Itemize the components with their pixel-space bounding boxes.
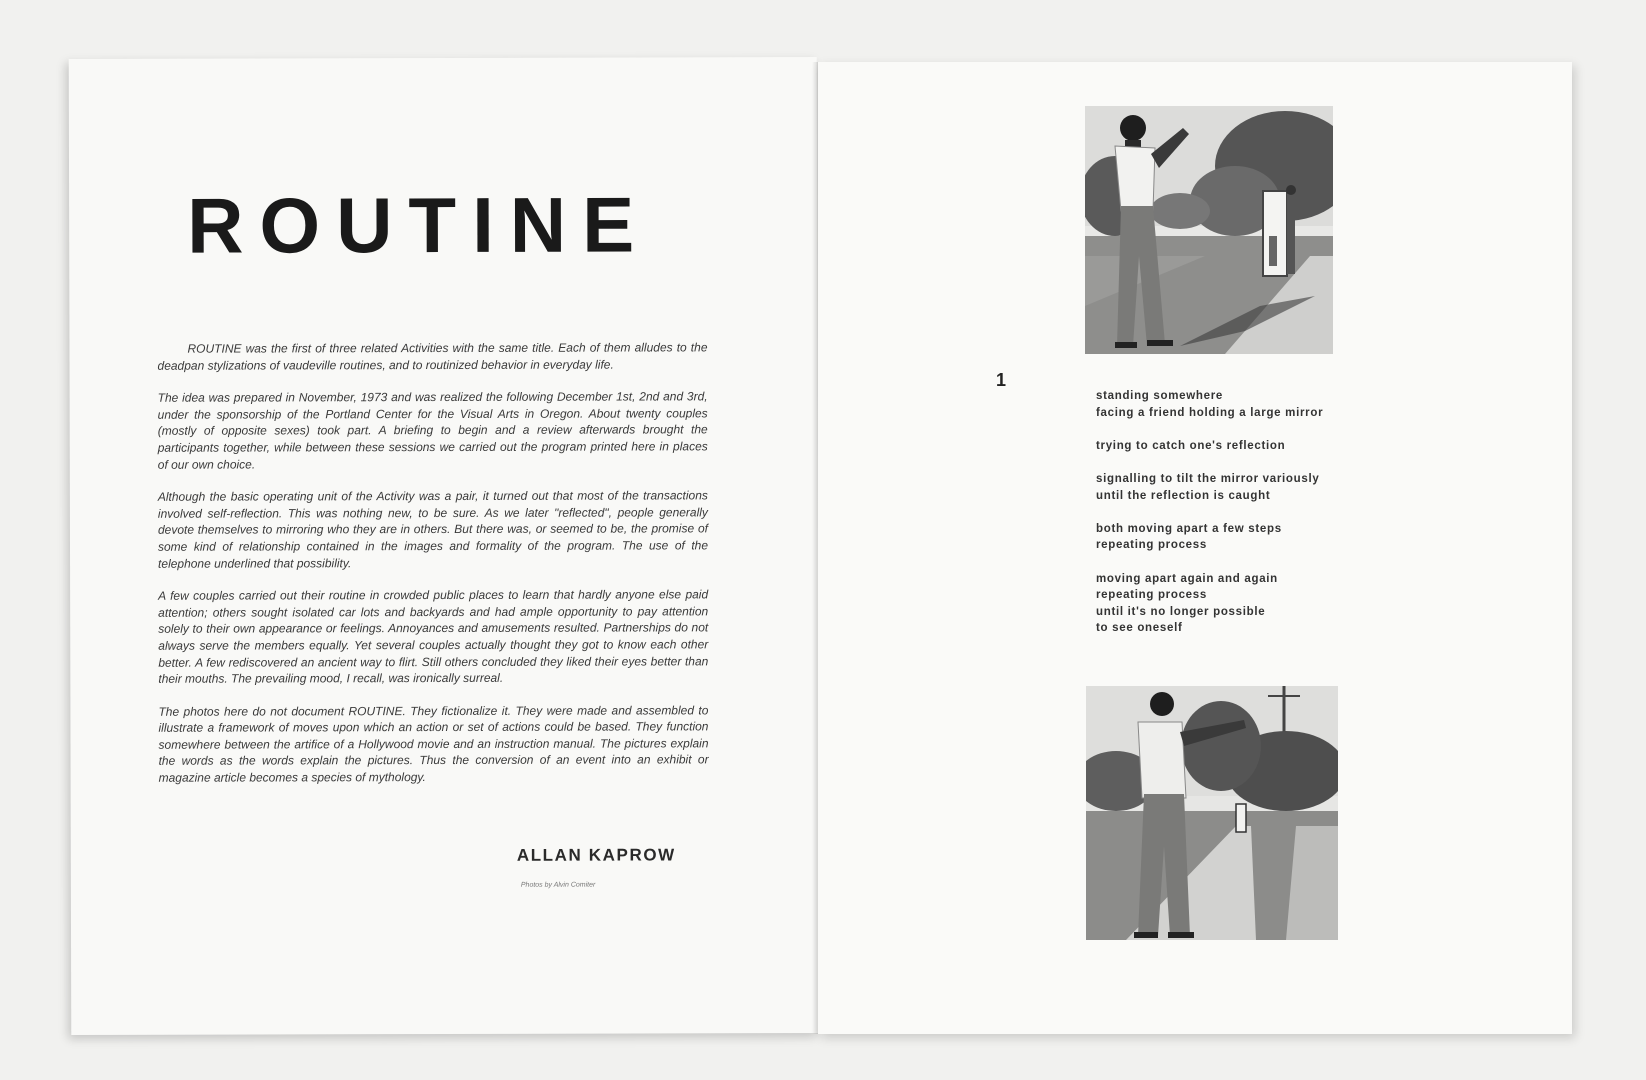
photo-mirror-close-image — [1085, 106, 1333, 354]
essay-text — [157, 339, 708, 802]
instruction-line: trying to catch one's reflection — [1096, 439, 1286, 452]
essay-paragraph-5: The photos here do not document ROUTINE. They fictionalize it. They were made and assembled to illustrate a framework of moves upon which an action or set of actions could be based. They function somewhere between the artifice of a Hollywood movie and an instruction manual. The pictures explain the words as the words explain the pictures. Thus the conversion of an event into an exhibit or magazine article becomes a species of mythology. — [158, 702, 709, 785]
instruction-line: both moving apart a few steps — [1096, 522, 1282, 535]
photo-credit: Photos by Alvin Comiter — [520, 881, 596, 889]
left-page — [69, 57, 820, 1035]
page-title: ROUTINE — [187, 180, 651, 270]
right-page — [818, 62, 1572, 1034]
instruction-line: repeating process — [1096, 589, 1207, 602]
instruction-line: to see oneself — [1096, 622, 1183, 635]
essay-paragraph-4: A few couples carried out their routine in crowded public places to learn that hardly anyone else paid attention; others sought isolated car lots and backyards and had ample opportunity to pay attention solely to their own appearance or feelings. Annoyances and amusements resulted. Partnerships do not always serve the members equally. Yet several couples actually thought they got to know each other better. A few rediscovered an ancient way to flirt. Still others concluded they liked their eyes better than their mouths. The prevailing mood, I recall, was ironically surreal. — [158, 587, 709, 686]
instruction-line: until the reflection is caught — [1096, 489, 1271, 502]
author-name: ALLAN KAPROW — [516, 845, 676, 865]
instruction-line: signalling to tilt the mirror variously — [1096, 472, 1320, 485]
essay-paragraph-2: The idea was prepared in November, 1973 and was realized the following December 1st, 2nd and 3rd, under the sponsorship of the Portland Center for the Visual Arts in Oregon. About twenty couples (mostly of opposite sexes) took part. A briefing to begin and a review afterwards brought the participants together, while between these sessions we carried out the program printed here in places of our own choice. — [157, 389, 708, 472]
photo-mirror-close — [1085, 106, 1333, 354]
instruction-line: moving apart again and again — [1096, 572, 1278, 585]
photo-mirror-far-image — [1086, 686, 1338, 940]
instruction-line: until it's no longer possible — [1096, 605, 1266, 618]
instruction-line: facing a friend holding a large mirror — [1096, 406, 1324, 419]
instruction-line: standing somewhere — [1096, 390, 1223, 402]
photo-mirror-far — [1086, 686, 1338, 940]
step-number: 1 — [996, 370, 1007, 390]
instruction-list — [1096, 388, 1356, 637]
essay-paragraph-3: Although the basic operating unit of the Activity was a pair, it turned out that most of the transactions involved self-reflection. This was nothing new, to be sure. As we later "reflected", people generally devote themselves to mirroring who they are in others. But there was, or seemed to be, the promise of some kind of relationship contained in the images and formality of the program. The use of the telephone underlined that possibility. — [157, 488, 709, 571]
essay-paragraph-1: ROUTINE was the first of three related Activities with the same title. Each of them alludes to the deadpan stylizations of vaudeville routines, and to routinized behavior in everyday life. — [157, 340, 708, 373]
instruction-line: repeating process — [1096, 539, 1207, 552]
